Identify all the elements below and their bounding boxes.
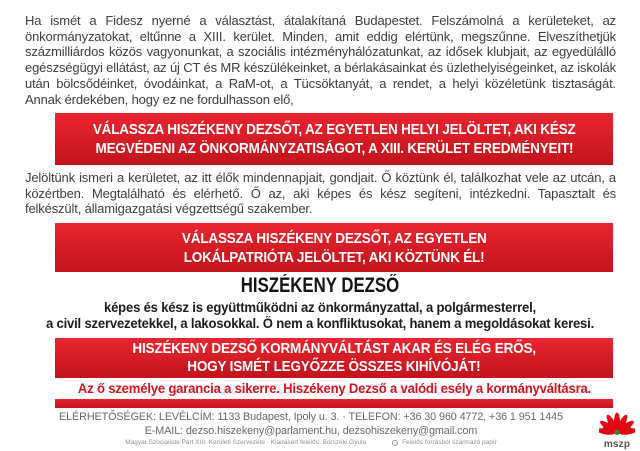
imprint-row	[0, 439, 622, 447]
contact-email: E-MAIL: dezso.hiszekeny@parlament.hu, dezsohiszekeny@gmail.com	[144, 424, 478, 437]
banner-line: VÁLASSZA HISZÉKENY DEZSŐT, AZ EGYETLEN	[181, 229, 487, 247]
candidate-description-line: a civil szervezetekkel, a lakosokkal. Ő nem a konfliktusokat, hanem a megoldásokat keresi.	[45, 315, 595, 331]
carnation-flower-icon	[599, 411, 635, 437]
imprint-text: Magyar Szocialista Párt XIII. Kerületi Szervezete · Kiadásért felelős: Borszéki Gyula	[125, 439, 367, 446]
candidate-name-heading: HISZÉKENY DEZSŐ	[240, 274, 400, 297]
banner-line: HOGY ISMÉT LEGYŐZZE ÖSSZES KIHÍVÓJÁT!	[187, 358, 481, 375]
contact-address-phone: ELÉRHETŐSÉGEK: LEVÉLCÍM: 1133 Budapest, Ipoly u. 3. · TELEFON: +36 30 960 4772, +36 1 951 1445	[59, 411, 563, 423]
candidate-description	[0, 300, 640, 331]
guarantee-text: Az ő személye garancia a sikerre. Hiszékeny Dezső a valódi esély a kormányváltásra.	[77, 381, 591, 396]
mszp-logo-label: mszp	[603, 439, 631, 450]
certified-paper-icon	[392, 440, 398, 446]
banner-guarantee-strip	[55, 378, 613, 399]
mszp-logo	[598, 411, 636, 450]
contact-block	[0, 411, 622, 438]
banner-line: HISZÉKENY DEZSŐ KORMÁNYVÁLTÁST AKAR ÉS ELÉG ERŐS,	[132, 340, 536, 357]
banner-line: MEGVÉDENI AZ ÖNKORMÁNYZATISÁGOT, A XIII. KERÜLET EREDMÉNYEIT!	[95, 140, 573, 157]
banner-bottom-bar	[55, 399, 613, 408]
paper-note: Felelős forrásból származó papír	[402, 439, 497, 446]
banner-government-change	[55, 338, 613, 408]
intro-paragraph: Ha ismét a Fidesz nyerné a választást, átalakítaná Budapestet. Felszámolná a kerületeket, az önkormányzatokat, eltűnne a XIII. kerület. Minden, amit eddig elértünk, megszűnne. Elveszíthetjük százmilliárdos közös vagyonunkat, a szociális intézményhálózatunkat, az idősek klubjait, az egyedülálló egészségügyi ellátást, az új CT és MR készülékeinket, a bérlakásainkat és üzlethelyiségeinket, az iskolák után bölcsődéinket, óvodáinkat, a RaM-ot, a Tücsöktanyát, a rendet, a helyi közéletünk tisztaságát. Annak érdekében, hogy ez ne fordulhasson elő,	[25, 13, 616, 107]
banner-local-patriot	[55, 223, 613, 272]
about-candidate-paragraph: Jelöltünk ismeri a kerületet, az itt élők mindennapjait, gondjait. Ő köztünk él, találkozhat vele az utcán, a közértben. Megtalálható és elérhető. Ő az, aki képes és kész segíteni, intézkedni. Tapasztalt és felkészült, államigazgatási végzettségű szakember.	[25, 170, 616, 217]
candidate-description-line: képes és kész is együttműködni az önkormányzattal, a polgármesterrel,	[103, 300, 537, 315]
banner-protect-district	[55, 113, 613, 165]
banner-line: VÁLASSZA HISZÉKENY DEZSŐT, AZ EGYETLEN HELYI JELÖLTET, AKI KÉSZ	[92, 121, 576, 138]
banner-government-change-top	[55, 338, 613, 378]
banner-line: LOKÁLPATRIÓTA JELÖLTET, AKI KÖZTÜNK ÉL!	[183, 248, 485, 266]
